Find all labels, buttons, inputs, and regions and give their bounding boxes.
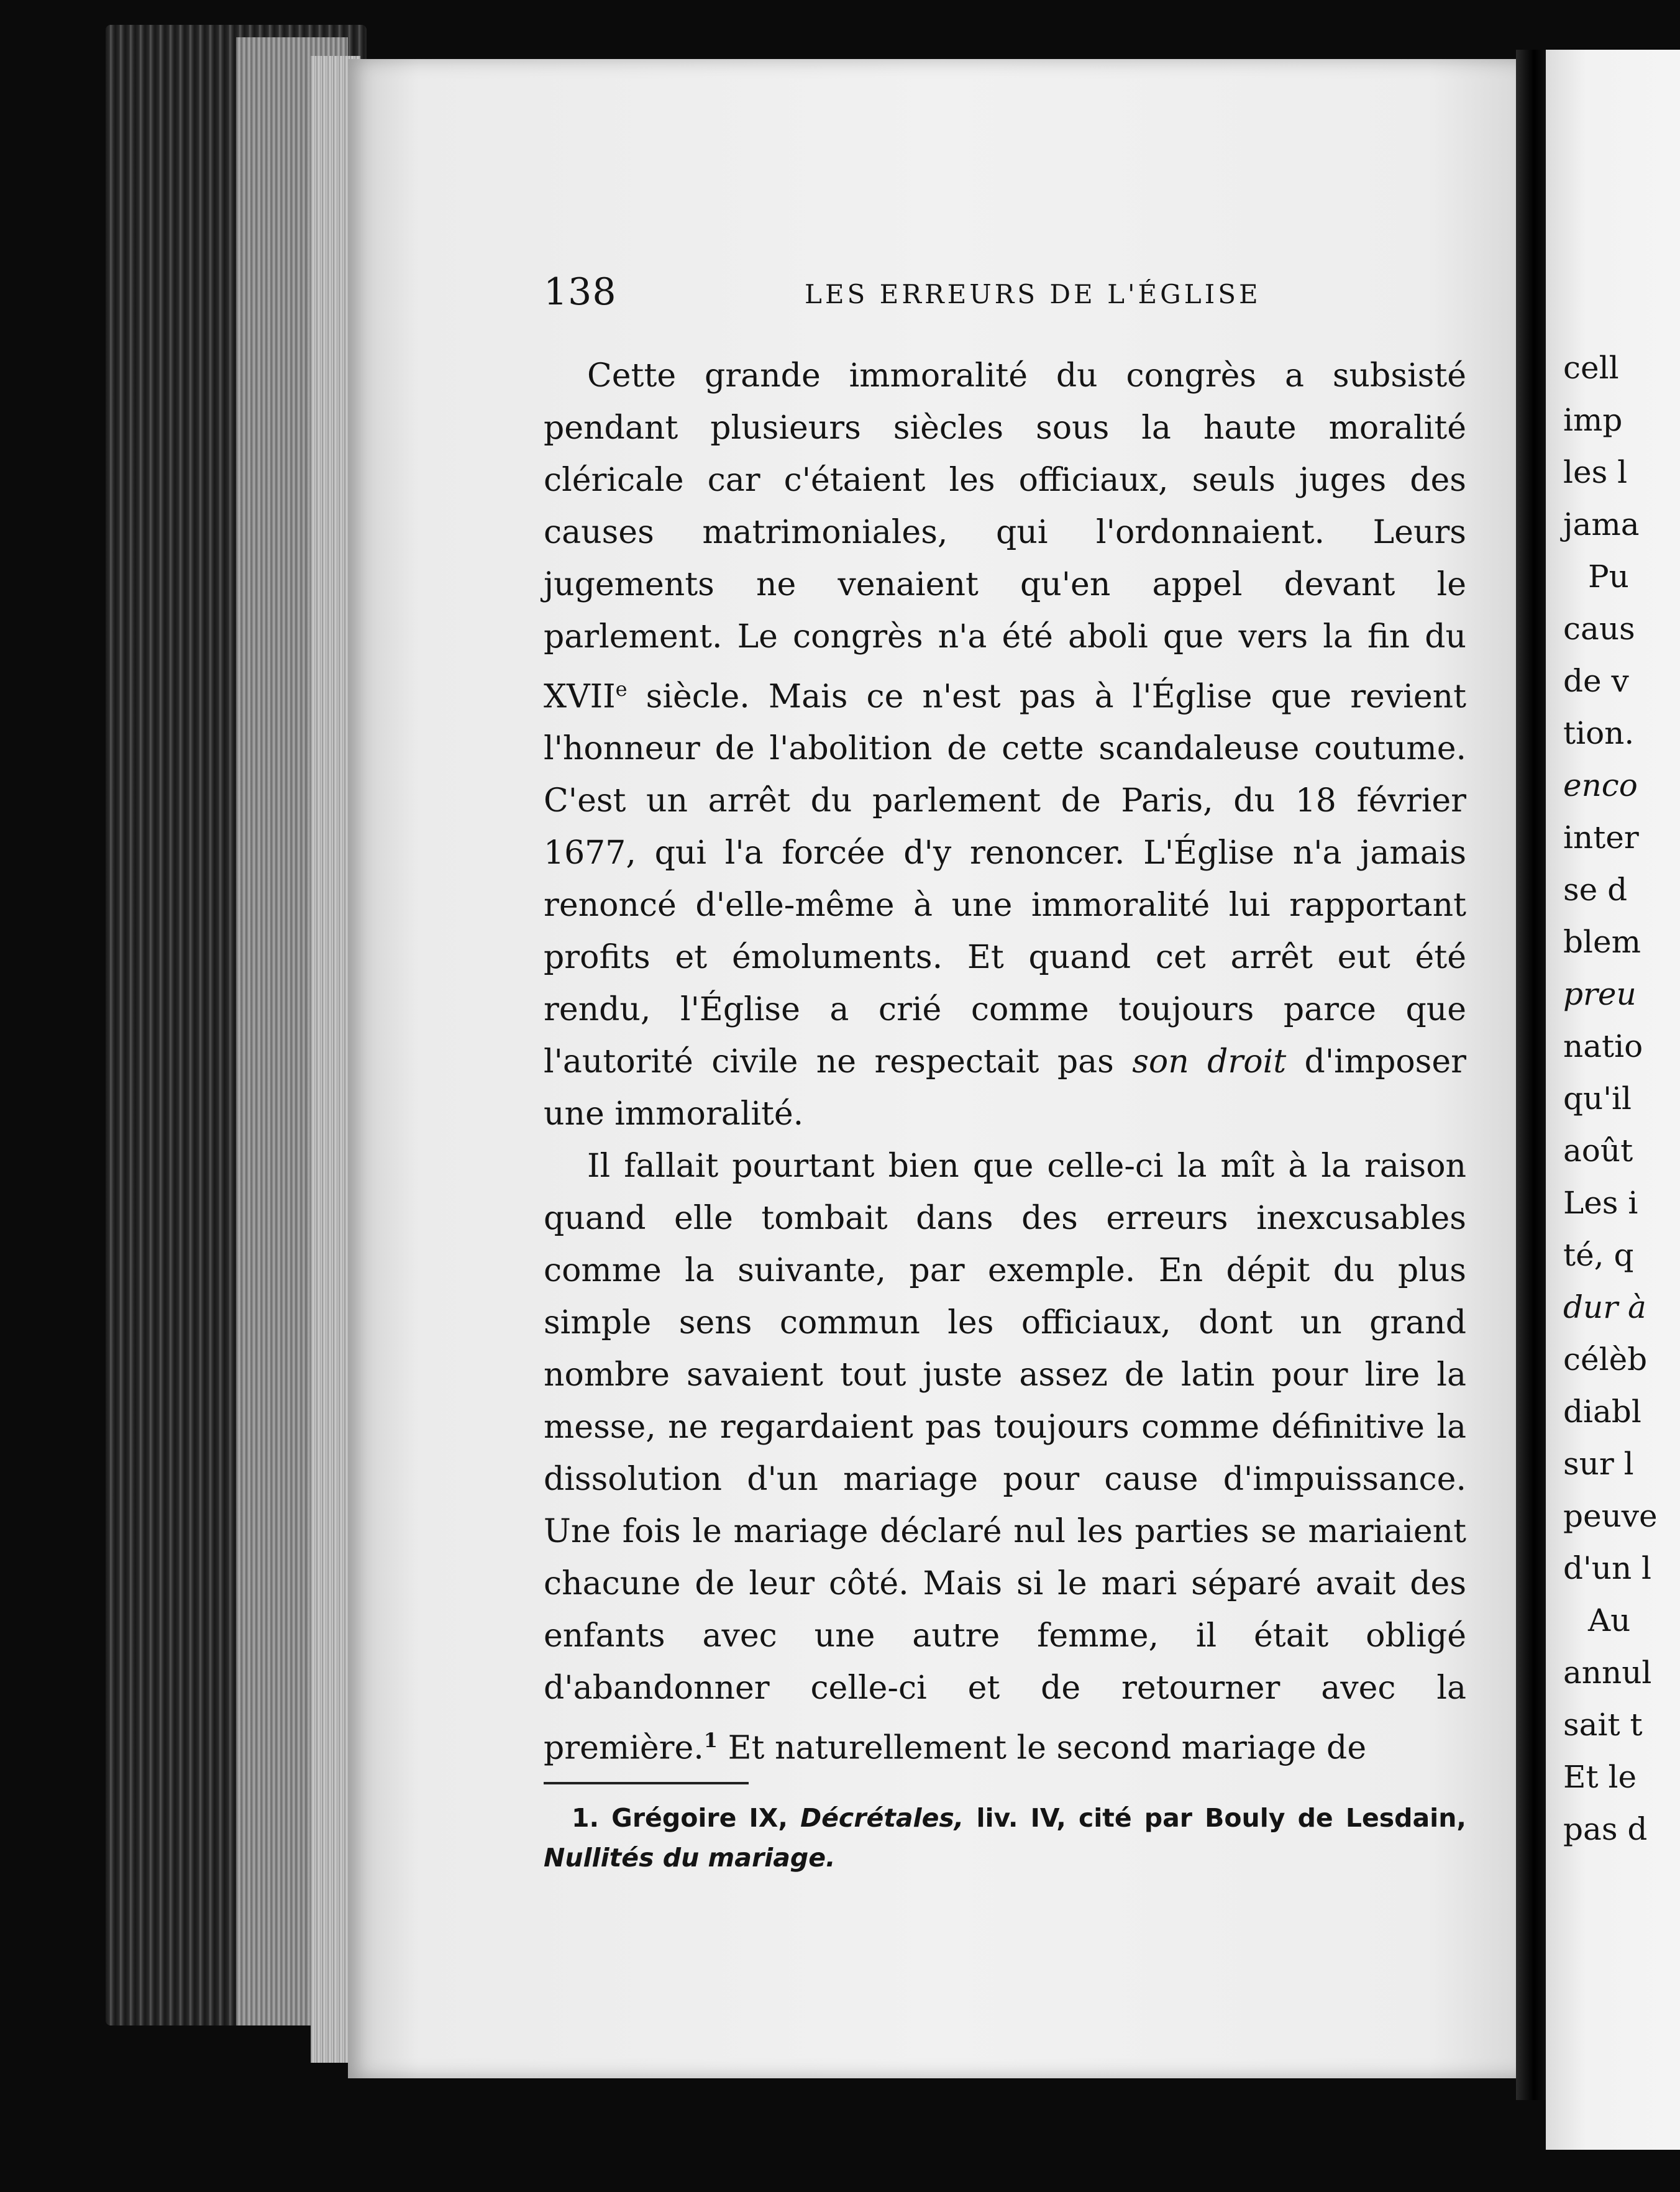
right-page-line: dur à (1563, 1289, 1646, 1325)
running-head: LES ERREURS DE L'ÉGLISE (805, 279, 1261, 309)
right-page-line: Au (1588, 1602, 1631, 1638)
footnote-part-2: liv. IV, cité par Bouly de Lesdain, (964, 1802, 1466, 1833)
right-page-line: Les i (1563, 1185, 1638, 1221)
right-page-line: diabl (1563, 1394, 1641, 1430)
right-page (1546, 50, 1680, 2150)
right-page-text (1563, 342, 1658, 1855)
right-page-line: imp (1563, 402, 1623, 438)
page-header (544, 270, 1466, 326)
paragraph-1-part-1: Cette grande immoralité du congrès a subsisté pendant plusieurs siècles sous la haute moralité cléricale car c'étaient les officiaux, seuls juges des causes matrimoniales, qui l'ordonnaient. Leurs jugements ne venaient qu'en appel devant le parlement. Le congrès n'a été aboli que vers la fin du XVII (544, 357, 1466, 716)
right-page-line: d'un l (1563, 1550, 1652, 1586)
paragraph-1-part-3: d'imposer une immoralité. (544, 1043, 1466, 1133)
footnote-title-nullites: Nullités du mariage. (544, 1842, 836, 1873)
right-page-line: tion. (1563, 715, 1635, 751)
right-page-line: célèb (1563, 1341, 1648, 1377)
right-page-line: de v (1563, 663, 1629, 699)
right-page-line: sait t (1563, 1707, 1643, 1743)
paragraph-1 (544, 350, 1466, 1140)
right-page-line: Et le (1563, 1759, 1637, 1795)
right-page-line: peuve (1563, 1498, 1658, 1534)
right-page-line: qu'il (1563, 1080, 1632, 1117)
right-page-line: caus (1563, 611, 1635, 647)
body-text (544, 350, 1466, 1774)
page-number: 138 (544, 270, 617, 314)
right-page-line: blem (1563, 924, 1641, 960)
right-page-line: sur l (1563, 1446, 1634, 1482)
right-page-line: enco (1563, 767, 1638, 803)
right-page-line: Pu (1588, 559, 1629, 595)
right-page-line: natio (1563, 1028, 1643, 1064)
right-page-line: les l (1563, 454, 1628, 490)
right-page-line: té, q (1563, 1237, 1634, 1273)
paragraph-2-part-2: Et naturellement le second mariage de (718, 1729, 1367, 1767)
right-page-line: jama (1563, 506, 1640, 542)
right-page-line: pas d (1563, 1811, 1648, 1847)
right-page-line: preu (1563, 976, 1637, 1012)
left-page (348, 59, 1522, 2078)
paragraph-2-part-1: Il fallait pourtant bien que celle-ci la mît à la raison quand elle tombait dans des erreurs inexcusables comme la suivante, par exemple. En dépit du plus simple sens commun les officiaux, dont un grand nombre savaient tout juste assez de latin pour lire la messe, ne regardaient pas toujours comme définitive la dissolution d'un mariage pour cause d'impuissance. Une fois le mariage déclaré nul les parties se mariaient chacune de leur côté. Mais si le mari séparé avait des enfants avec une autre femme, il était obligé d'abandonner celle-ci et de retourner avec la première. (544, 1148, 1466, 1767)
superscript-e: e (615, 677, 628, 701)
right-page-line: inter (1563, 820, 1639, 856)
right-page-line: cell (1563, 350, 1619, 386)
right-page-line: annul (1563, 1655, 1652, 1691)
right-page-line: août (1563, 1133, 1633, 1169)
footnote-title-decretales: Décrétales, (800, 1802, 964, 1833)
footnote-reference: 1 (703, 1728, 718, 1753)
footnote-part-1: 1. Grégoire IX, (572, 1802, 801, 1833)
paragraph-1-part-2: siècle. Mais ce n'est pas à l'Église que revient l'honneur de l'abolition de cette scandaleuse coutume. C'est un arrêt du parlement de Paris, du 18 février 1677, qui l'a forcée d'y renoncer. L'Église n'a jamais renoncé d'elle-même à une immoralité lui rapportant profits et émoluments. Et quand cet arrêt eut été rendu, l'Église a crié comme toujours parce que l'autorité civile ne respectait pas (544, 678, 1466, 1081)
paragraph-2 (544, 1140, 1466, 1774)
emphasis-son-droit: son droit (1132, 1043, 1287, 1081)
footnote (544, 1798, 1466, 1878)
footnote-divider (544, 1782, 749, 1784)
book-gutter (1516, 50, 1546, 2100)
right-page-line: se d (1563, 872, 1628, 908)
text-block (544, 270, 1466, 1878)
